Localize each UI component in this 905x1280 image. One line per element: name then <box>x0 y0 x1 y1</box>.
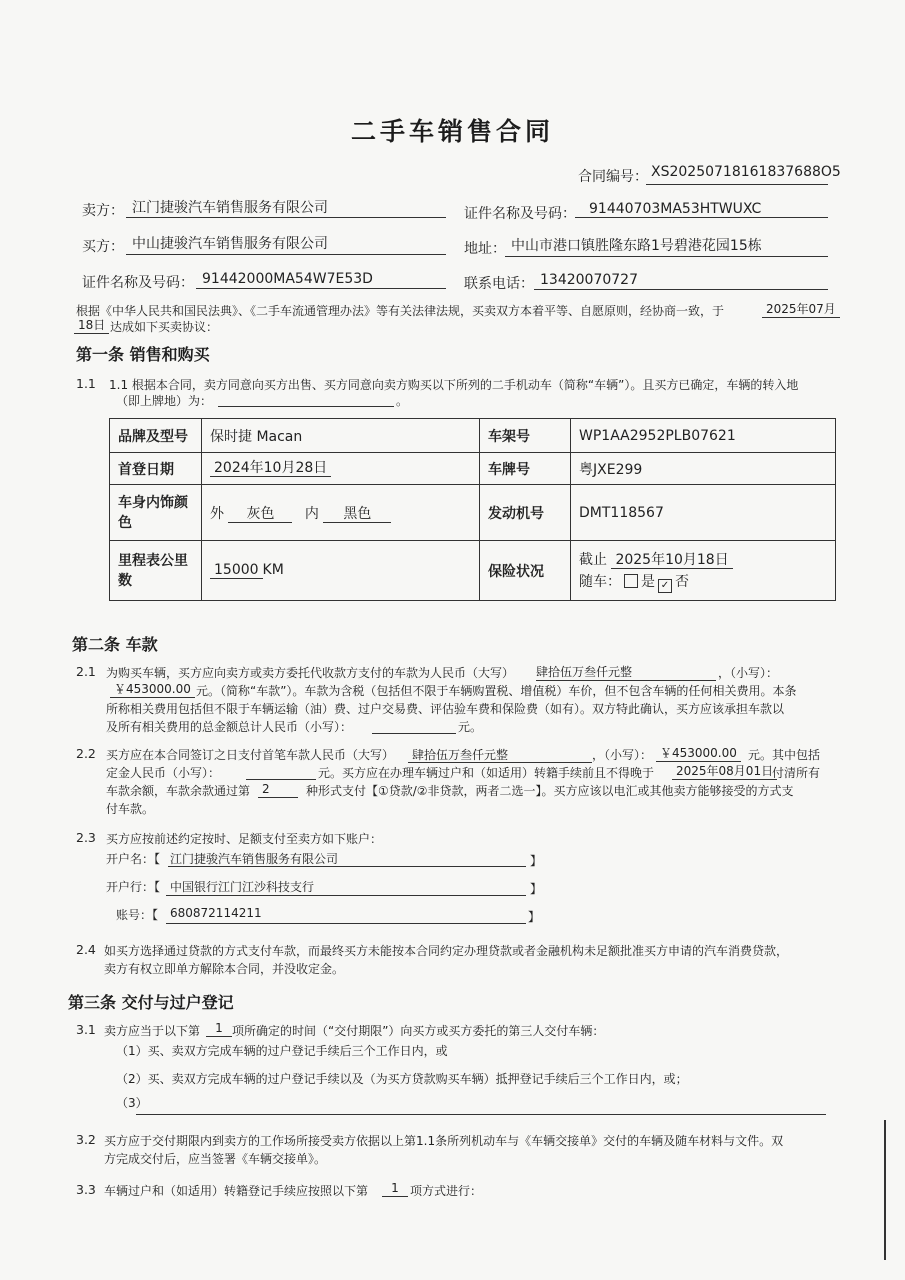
no-checkbox-checked[interactable]: ✓ <box>658 579 672 593</box>
clause-2-2-small-label: ，（小写）： <box>592 748 653 762</box>
clause-number: 3.3 <box>76 1182 96 1197</box>
insurance-label: 保险状况 <box>480 541 571 601</box>
clause-number: 2.2 <box>76 746 96 761</box>
seller-id: 91440703MA53HTWUXC <box>589 201 762 217</box>
brand-label: 品牌及型号 <box>110 419 202 453</box>
clause-3-3-choice: 1 <box>382 1181 408 1197</box>
odometer-value: 15000 <box>210 563 263 579</box>
clause-2-2-g: 种形式支付【①贷款/②非贷款，两者二选一】。买方应该以电汇或其他卖方能够接受的方式支 <box>306 784 794 798</box>
no-label: 否 <box>675 573 689 590</box>
clause-2-1-d: 及所有相关费用的总金额总计人民币（小写）： <box>106 720 353 734</box>
color-label: 车身内饰颜色 <box>110 485 202 541</box>
clause-3-2-b: 方完成交付后，应当签署《车辆交接单》。 <box>104 1152 327 1166</box>
clause-2-3: 买方应按前述约定按时、足额支付至卖方如下账户： <box>106 832 383 846</box>
article-1-title: 第一条 销售和购买 <box>76 345 210 364</box>
bank-name: 中国银行江门江沙科技支行 <box>170 880 315 894</box>
preamble-date-a: 2025年07月 <box>762 302 840 318</box>
account-no-label: 账号：【 <box>116 908 159 922</box>
clause-3-1-b: 项所确定的时间（“交付期限”）向买方或买方委托的第三人交付车辆： <box>232 1024 605 1038</box>
option-2: （2）买、卖双方完成车辆的过户登记手续以及（为买方贷款购买车辆）抵押登记手续后三个工作日内，或； <box>116 1072 688 1086</box>
clause-2-2-d: 元。买方应在办理车辆过户和（如适用）转籍手续前且不得晚于 <box>318 766 655 780</box>
clause-2-2-c: 定金人民币（小写）： <box>106 766 221 780</box>
bracket-close: 】 <box>530 882 543 896</box>
phone-label: 联系电话： <box>464 276 534 292</box>
clause-number: 2.1 <box>76 664 96 679</box>
brand-value: 保时捷 Macan <box>202 419 480 453</box>
plate-label: 车牌号 <box>480 453 571 485</box>
vin-label: 车架号 <box>480 419 571 453</box>
exterior-color: 灰色 <box>228 507 292 523</box>
clause-2-2-a: 买方应在本合同签订之日支付首笔车款人民币（大写） <box>106 748 395 762</box>
insurance-prefix: 截止 <box>579 551 607 568</box>
address-label: 地址： <box>464 241 506 257</box>
document-title: 二手车销售合同 <box>350 117 554 146</box>
odometer-unit: KM <box>262 562 284 578</box>
interior-label: 内 <box>304 505 319 522</box>
exterior-label: 外 <box>210 505 224 522</box>
clause-3-3-b: 项方式进行： <box>410 1184 483 1198</box>
clause-number: 1.1 <box>76 376 96 391</box>
clause-3-2-a: 买方应于交付期限内到卖方的工作场所接受卖方依据以上第1.1条所列机动车与《车辆交接单》交付的车辆及随车材料与文件。双 <box>104 1134 784 1148</box>
odometer-label: 里程表公里数 <box>110 541 202 601</box>
address: 中山市港口镇胜隆东路1号碧港花园15栋 <box>511 238 762 254</box>
buyer-id-label: 证件名称及号码： <box>82 275 194 291</box>
clause-number: 3.1 <box>76 1022 96 1037</box>
option-1: （1）买、卖双方完成车辆的过户登记手续后三个工作日内，或 <box>116 1044 448 1058</box>
clause-3-1-a: 卖方应当于以下第 <box>104 1024 201 1038</box>
insurance-date: 2025年10月18日 <box>611 553 732 569</box>
bank-label: 开户行：【 <box>106 880 161 894</box>
clause-3-3-a: 车辆过户和（如适用）转籍登记手续应按照以下第 <box>104 1184 369 1198</box>
clause-2-1-a: 为购买车辆，买方应向卖方或卖方委托代收款方支付的车款为人民币（大写） <box>106 666 515 680</box>
clause-2-2-small: ￥453000.00 <box>656 746 741 762</box>
seller-name: 江门捷骏汽车销售服务有限公司 <box>132 200 328 216</box>
bracket-close: 】 <box>530 854 543 868</box>
clause-number: 2.4 <box>76 942 96 957</box>
clause-2-1-c: 所称相关费用包括但不限于车辆运输（油）费、过户交易费、评估验车费和保险费（如有）。双方特此确认，买方应该承担车款以 <box>106 702 785 716</box>
clause-1-1-line2: （即上牌地）为： <box>116 394 213 408</box>
buyer-name: 中山捷骏汽车销售服务有限公司 <box>132 236 328 252</box>
clause-1-1-end: 。 <box>396 394 409 408</box>
preamble-tail: 达成如下买卖协议： <box>110 320 219 334</box>
clause-1-1-line1: 1.1 根据本合同，卖方同意向买方出售、买方同意向卖方购买以下所列的二手机动车（简称“车辆”）。且买方已确定，车辆的转入地 <box>109 378 799 392</box>
option-3: （3） <box>116 1096 148 1110</box>
vin-value: WP1AA2952PLB07621 <box>571 419 836 453</box>
engine-label: 发动机号 <box>480 485 571 541</box>
account-no: 680872114211 <box>170 906 262 920</box>
clause-2-2-date: 2025年08月01日 <box>672 764 777 780</box>
article-3-title: 第三条 交付与过户登记 <box>68 993 234 1012</box>
reg-date-value: 2024年10月28日 <box>210 461 331 477</box>
article-2-title: 第二条 车款 <box>72 635 158 654</box>
clause-2-2-b: 元。其中包括 <box>748 748 821 762</box>
seller-label: 卖方： <box>82 203 124 219</box>
clause-2-2-h: 付车款。 <box>106 802 155 816</box>
account-name-label: 开户名：【 <box>106 852 161 866</box>
with-car-label: 随车： <box>579 573 621 590</box>
clause-2-2-big: 肆拾伍万叁仟元整 <box>412 748 509 762</box>
seller-id-label: 证件名称及号码： <box>464 206 576 222</box>
yes-checkbox[interactable] <box>624 574 638 588</box>
clause-3-1-choice: 1 <box>206 1021 232 1037</box>
clause-2-1-b: 元。（简称“车款”）。车款为含税（包括但不限于车辆购置税、增值税）车价，但不包含车辆的任何相关费用。本条 <box>196 684 797 698</box>
bracket-close: 】 <box>528 910 541 924</box>
clause-2-4-b: 卖方有权立即单方解除本合同，并没收定金。 <box>104 962 345 976</box>
preamble-date-b: 18日 <box>74 318 109 334</box>
scan-edge-mark <box>884 1120 886 1260</box>
yes-label: 是 <box>641 573 655 590</box>
buyer-id: 91442000MA54W7E53D <box>202 271 373 287</box>
clause-2-2-choice: 2 <box>258 782 298 798</box>
clause-number: 2.3 <box>76 830 96 845</box>
clause-2-2-e: 付清所有 <box>772 766 821 780</box>
vehicle-info-table <box>109 418 836 601</box>
account-name: 江门捷骏汽车销售服务有限公司 <box>170 852 339 866</box>
contract-no: XS20250718161837688O5 <box>651 164 841 180</box>
interior-color: 黑色 <box>323 507 391 523</box>
preamble-text: 根据《中华人民共和国民法典》、《二手车流通管理办法》等有关法律法规，买卖双方本着平等、自愿原则，经协商一致，于 <box>76 304 725 318</box>
clause-2-4-a: 如买方选择通过贷款的方式支付车款，而最终买方未能按本合同约定办理贷款或者金融机构未足额批准买方申请的汽车消费贷款， <box>104 944 789 958</box>
reg-date-label: 首登日期 <box>110 453 202 485</box>
clause-number: 3.2 <box>76 1132 96 1147</box>
clause-2-1-small: ￥453000.00 <box>110 682 195 698</box>
buyer-label: 买方： <box>82 239 124 255</box>
plate-value: 粤JXE299 <box>571 453 836 485</box>
clause-2-1-end: 元。 <box>458 720 483 734</box>
phone: 13420070727 <box>540 272 638 288</box>
clause-2-1-big: 肆拾伍万叁仟元整 <box>536 665 633 679</box>
clause-2-1-small-label: ，（小写）： <box>718 666 779 680</box>
contract-no-label: 合同编号： <box>578 169 648 185</box>
clause-2-2-f: 车款余额，车款余款通过第 <box>106 784 251 798</box>
engine-value: DMT118567 <box>571 485 836 541</box>
